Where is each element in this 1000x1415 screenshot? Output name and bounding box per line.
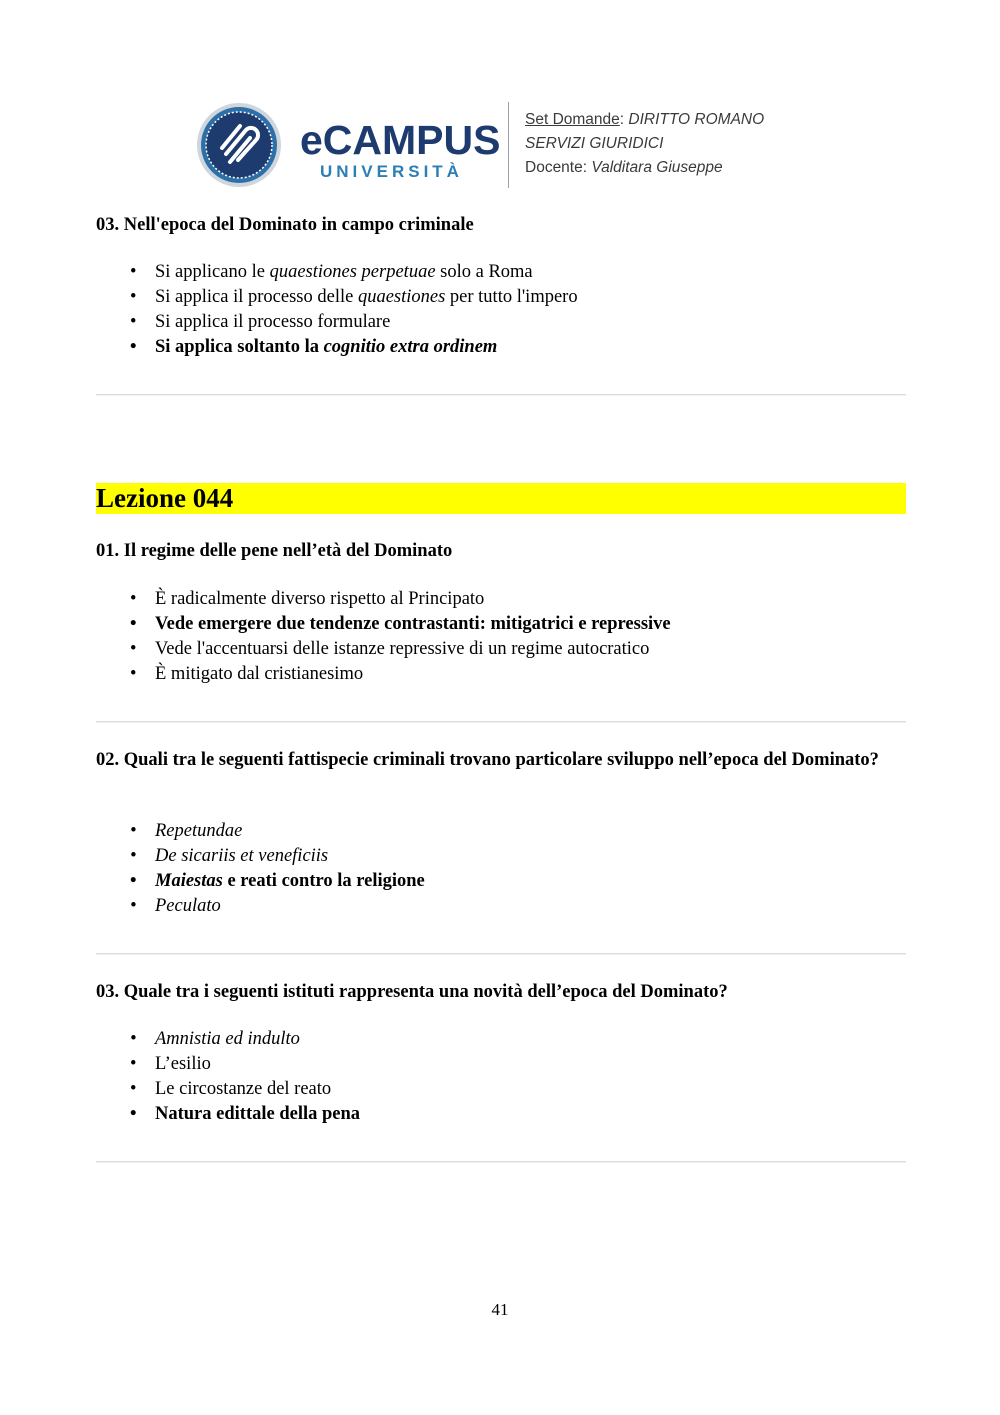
answers-03-prev bbox=[130, 260, 578, 360]
question-02: 02. Quali tra le seguenti fattispecie criminali trovano particolare sviluppo nell’epoca del Dominato? bbox=[96, 750, 879, 770]
set-value-2: SERVIZI GIURIDICI bbox=[525, 135, 664, 152]
ecampus-wordmark bbox=[300, 117, 501, 182]
question-03-prev: 03. Nell'epoca del Dominato in campo criminale bbox=[96, 215, 474, 235]
answers-01 bbox=[130, 587, 671, 687]
header-info: Set Domande: DIRITTO ROMANO SERVIZI GIURIDICI Docente: Valditara Giuseppe bbox=[525, 111, 765, 176]
answer-item: • È mitigato dal cristianesimo bbox=[130, 662, 671, 687]
answer-item: • Le circostanze del reato bbox=[130, 1077, 360, 1102]
answer-item: • Amnistia ed indulto bbox=[130, 1027, 360, 1052]
answer-item-correct: • Vede emergere due tendenze contrastanti: mitigatrici e repressive bbox=[130, 612, 671, 637]
answer-item: • L’esilio bbox=[130, 1052, 360, 1077]
docente-value: Valditara Giuseppe bbox=[591, 159, 723, 176]
lesson-title: Lezione 044 bbox=[96, 483, 906, 514]
answer-item: • Vede l'accentuarsi delle istanze repressive di un regime autocratico bbox=[130, 637, 671, 662]
answer-item: • Si applicano le quaestiones perpetuae solo a Roma bbox=[130, 260, 578, 285]
logo-word: eCAMPUS bbox=[300, 117, 501, 163]
answer-item: • È radicalmente diverso rispetto al Principato bbox=[130, 587, 671, 612]
answer-item-correct: • Si applica soltanto la cognitio extra ordinem bbox=[130, 335, 578, 360]
answers-03 bbox=[130, 1027, 360, 1127]
answer-item: • De sicariis et veneficiis bbox=[130, 844, 425, 869]
answer-item-correct: • Maiestas e reati contro la religione bbox=[130, 869, 425, 894]
set-value: DIRITTO ROMANO bbox=[628, 111, 765, 128]
separator bbox=[96, 394, 906, 396]
answer-item-correct: • Natura edittale della pena bbox=[130, 1102, 360, 1127]
ecampus-seal-icon bbox=[196, 102, 282, 188]
answer-item: • Repetundae bbox=[130, 819, 425, 844]
question-03: 03. Quale tra i seguenti istituti rappresenta una novità dell’epoca del Dominato? bbox=[96, 982, 728, 1002]
answer-item: • Si applica il processo delle quaestiones per tutto l'impero bbox=[130, 285, 578, 310]
answer-item: • Peculato bbox=[130, 894, 425, 919]
separator bbox=[96, 721, 906, 723]
question-01: 01. Il regime delle pene nell’età del Dominato bbox=[96, 541, 453, 561]
answer-item: • Si applica il processo formulare bbox=[130, 310, 578, 335]
header-divider bbox=[508, 102, 509, 188]
separator bbox=[96, 953, 906, 955]
answers-02 bbox=[130, 819, 425, 919]
separator bbox=[96, 1161, 906, 1163]
page-number: 41 bbox=[491, 1300, 509, 1319]
logo-subtitle: UNIVERSITÀ bbox=[320, 162, 463, 181]
docente-label: Docente bbox=[525, 159, 583, 176]
document-header bbox=[196, 98, 816, 190]
set-label: Set Domande bbox=[525, 111, 620, 128]
